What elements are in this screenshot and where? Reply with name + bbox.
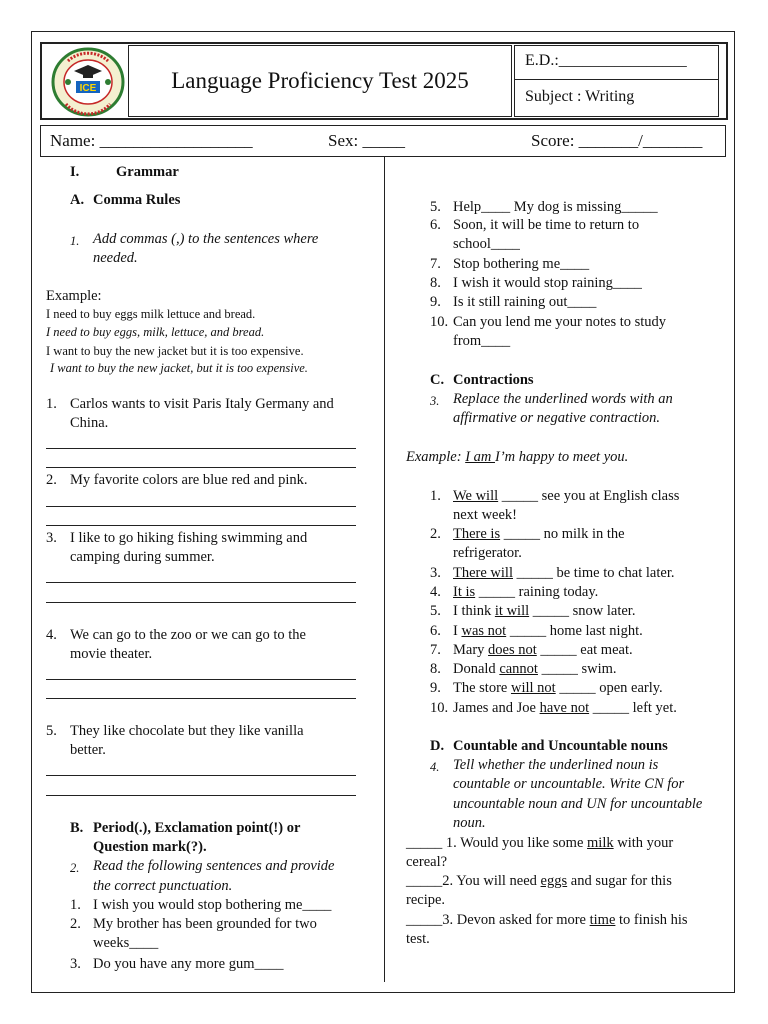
question-text: China. bbox=[70, 415, 109, 431]
item-number: 10. bbox=[430, 314, 449, 330]
ed-field: E.D.:________________ bbox=[525, 52, 687, 69]
part-d-title: Countable and Uncountable nouns bbox=[453, 738, 668, 754]
question-number: 3. bbox=[46, 530, 57, 546]
item-text: Can you lend me your notes to study bbox=[453, 314, 667, 330]
item-text: Is it still raining out____ bbox=[453, 294, 597, 310]
item-text: Help____ My dog is missing_____ bbox=[453, 199, 658, 215]
item-text: I think it will _____ snow later. bbox=[453, 603, 636, 619]
score-field: Score: _______/_______ bbox=[531, 131, 703, 150]
answer-line[interactable] bbox=[46, 698, 356, 699]
question-text: movie theater. bbox=[70, 646, 153, 662]
item-text: weeks____ bbox=[93, 935, 159, 951]
question-text: camping during summer. bbox=[70, 549, 215, 565]
instruction-line: Tell whether the underlined noun is bbox=[453, 757, 659, 773]
part-a-title: Comma Rules bbox=[93, 192, 181, 208]
part-b-letter: B. bbox=[70, 820, 84, 836]
item-number: 8. bbox=[430, 275, 441, 291]
example-line: I need to buy eggs, milk, lettuce, and bread. bbox=[46, 325, 265, 339]
item-text: Donald cannot _____ swim. bbox=[453, 661, 617, 677]
item-number: 3. bbox=[430, 565, 441, 581]
part-c-title: Contractions bbox=[453, 372, 534, 388]
answer-line[interactable] bbox=[46, 506, 356, 507]
instruction-line: the correct punctuation. bbox=[93, 878, 233, 894]
example-line: I want to buy the new jacket, but it is too expensive. bbox=[50, 361, 308, 375]
item-text: I was not _____ home last night. bbox=[453, 623, 643, 639]
part-d-letter: D. bbox=[430, 738, 445, 754]
item-number: 2. bbox=[430, 526, 441, 542]
answer-line[interactable] bbox=[46, 602, 356, 603]
item-number: 1. bbox=[430, 488, 441, 504]
instruction-line: uncountable noun and UN for uncountable bbox=[453, 796, 703, 812]
answer-line[interactable] bbox=[46, 775, 356, 776]
question-text: I like to go hiking fishing swimming and bbox=[70, 530, 308, 546]
example-line: I want to buy the new jacket but it is too expensive. bbox=[46, 344, 304, 358]
answer-line[interactable] bbox=[46, 525, 356, 526]
item-text: I wish it would stop raining____ bbox=[453, 275, 642, 291]
contraction-example: Example: I am I’m happy to meet you. bbox=[406, 449, 629, 465]
item-number: 5. bbox=[430, 603, 441, 619]
instruction-line: needed. bbox=[93, 250, 138, 266]
item-text: Mary does not _____ eat meat. bbox=[453, 642, 633, 658]
answer-line[interactable] bbox=[46, 467, 356, 468]
noun-item: _____2. You will need eggs and sugar for this bbox=[406, 873, 672, 889]
noun-item: recipe. bbox=[406, 892, 446, 908]
item-text: next week! bbox=[453, 507, 518, 523]
noun-item: cereal? bbox=[406, 854, 448, 870]
instruction-number: 2. bbox=[70, 861, 80, 875]
question-text: better. bbox=[70, 742, 106, 758]
question-text: They like chocolate but they like vanilla bbox=[70, 723, 304, 739]
ed-subject-box bbox=[514, 45, 719, 117]
item-number: 9. bbox=[430, 680, 441, 696]
item-text: Soon, it will be time to return to bbox=[453, 217, 640, 233]
item-number: 8. bbox=[430, 661, 441, 677]
question-text: Carlos wants to visit Paris Italy Germany and bbox=[70, 396, 334, 412]
item-number: 1. bbox=[70, 897, 81, 913]
question-number: 4. bbox=[46, 627, 57, 643]
example-line: I need to buy eggs milk lettuce and bread. bbox=[46, 307, 256, 321]
test-title: Language Proficiency Test 2025 bbox=[128, 45, 512, 117]
question-number: 5. bbox=[46, 723, 57, 739]
noun-item: _____ 1. Would you like some milk with your bbox=[406, 835, 674, 851]
item-text: from____ bbox=[453, 333, 511, 349]
instruction-line: noun. bbox=[453, 815, 486, 831]
item-text: The store will not _____ open early. bbox=[453, 680, 663, 696]
section-title: Grammar bbox=[116, 164, 179, 180]
subject-field: Subject : Writing bbox=[525, 88, 635, 105]
item-text: I wish you would stop bothering me____ bbox=[93, 897, 332, 913]
instruction-number: 3. bbox=[430, 394, 440, 408]
school-logo bbox=[50, 47, 126, 117]
part-c-letter: C. bbox=[430, 372, 445, 388]
item-number: 9. bbox=[430, 294, 441, 310]
student-info-bar bbox=[40, 125, 726, 157]
item-text: Do you have any more gum____ bbox=[93, 956, 284, 972]
question-number: 2. bbox=[46, 472, 57, 488]
answer-line[interactable] bbox=[46, 679, 356, 680]
item-number: 7. bbox=[430, 256, 441, 272]
noun-item: test. bbox=[406, 931, 430, 947]
instruction-line: affirmative or negative contraction. bbox=[453, 410, 660, 426]
part-b-title: Period(.), Exclamation point(!) or bbox=[93, 820, 301, 836]
item-number: 10. bbox=[430, 700, 449, 716]
section-number: I. bbox=[70, 164, 80, 180]
instruction-line: countable or uncountable. Write CN for bbox=[453, 776, 685, 792]
instruction-number: 4. bbox=[430, 760, 440, 774]
item-number: 2. bbox=[70, 916, 81, 932]
item-text: There is _____ no milk in the bbox=[453, 526, 625, 542]
item-number: 3. bbox=[70, 956, 81, 972]
item-text: It is _____ raining today. bbox=[453, 584, 599, 600]
question-number: 1. bbox=[46, 396, 57, 412]
part-b-title: Question mark(?). bbox=[93, 839, 207, 855]
answer-line[interactable] bbox=[46, 582, 356, 583]
answer-line[interactable] bbox=[46, 795, 356, 796]
column-divider bbox=[384, 157, 385, 982]
instruction-line: Add commas (,) to the sentences where bbox=[93, 231, 319, 247]
item-number: 7. bbox=[430, 642, 441, 658]
answer-line[interactable] bbox=[46, 448, 356, 449]
part-a-letter: A. bbox=[70, 192, 85, 208]
item-text: There will _____ be time to chat later. bbox=[453, 565, 675, 581]
instruction-line: Replace the underlined words with an bbox=[453, 391, 673, 407]
question-text: We can go to the zoo or we can go to the bbox=[70, 627, 306, 643]
item-number: 4. bbox=[430, 584, 441, 600]
item-text: We will _____ see you at English class bbox=[453, 488, 680, 504]
name-field: Name: __________________ bbox=[50, 131, 253, 150]
noun-item: _____3. Devon asked for more time to finish his bbox=[406, 912, 688, 928]
item-text: refrigerator. bbox=[453, 545, 522, 561]
instruction-line: Read the following sentences and provide bbox=[93, 858, 335, 874]
item-text: James and Joe have not _____ left yet. bbox=[453, 700, 677, 716]
item-text: My brother has been grounded for two bbox=[93, 916, 317, 932]
item-text: Stop bothering me____ bbox=[453, 256, 590, 272]
item-number: 6. bbox=[430, 623, 441, 639]
question-text: My favorite colors are blue red and pink. bbox=[70, 472, 308, 488]
item-text: school____ bbox=[453, 236, 520, 252]
logo-text: ICE bbox=[79, 83, 97, 94]
item-number: 6. bbox=[430, 217, 441, 233]
instruction-number: 1. bbox=[70, 234, 80, 248]
example-label: Example: bbox=[46, 288, 102, 304]
sex-field: Sex: _____ bbox=[328, 131, 405, 150]
item-number: 5. bbox=[430, 199, 441, 215]
